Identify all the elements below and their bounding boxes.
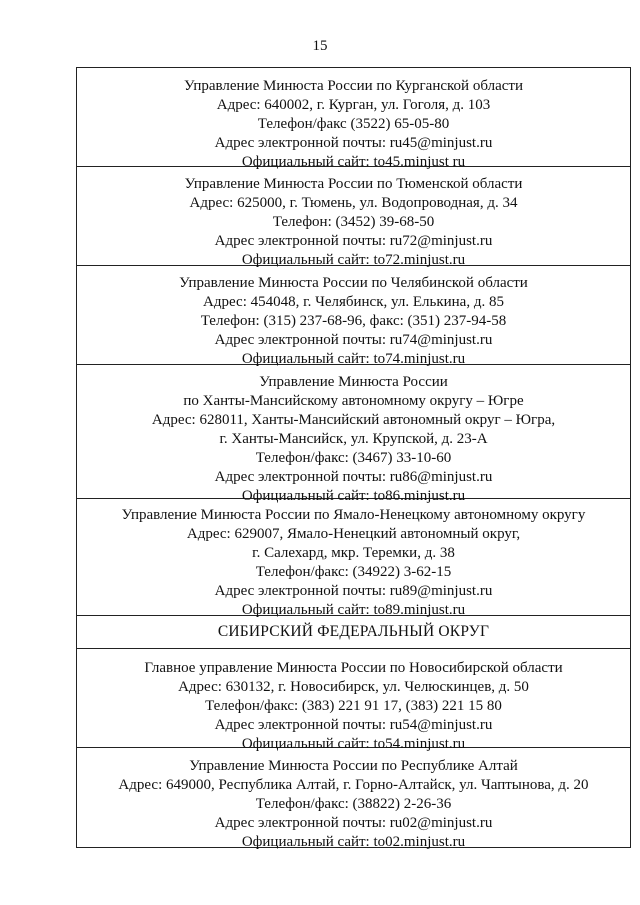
entry-website: Официальный сайт: to02.minjust.ru xyxy=(241,834,466,850)
entry-website: Официальный сайт: to54.minjust.ru xyxy=(241,736,466,752)
entry-address-continued: г. Салехард, мкр. Теремки, д. 38 xyxy=(252,545,455,561)
entry-website: Официальный сайт: to86.minjust.ru xyxy=(241,488,466,504)
entry-title: Управление Минюста России по Курганской области xyxy=(184,78,523,94)
entry-address: Адрес: 649000, Республика Алтай, г. Горно-Алтайск, ул. Чаптынова, д. 20 xyxy=(118,777,589,793)
entry-website: Официальный сайт: to72.minjust.ru xyxy=(241,252,466,268)
entry-email: Адрес электронной почты: ru89@minjust.ru xyxy=(214,583,493,599)
entry-title: Управление Минюста России xyxy=(259,374,448,390)
entry-email: Адрес электронной почты: ru45@minjust.ru xyxy=(214,135,493,151)
entry-email: Адрес электронной почты: ru72@minjust.ru xyxy=(214,233,493,249)
entry-subtitle: по Ханты-Мансийскому автономному округу – Югре xyxy=(183,393,524,409)
entry-phone: Телефон/факс (3522) 65-05-80 xyxy=(257,116,450,132)
entry-phone: Телефон/факс: (383) 221 91 17, (383) 221 15 80 xyxy=(205,698,502,714)
entry-address-continued: г. Ханты-Мансийск, ул. Крупской, д. 23-А xyxy=(219,431,488,447)
entry-address: Адрес: 640002, г. Курган, ул. Гоголя, д. 103 xyxy=(216,97,491,113)
entry-address: Адрес: 628011, Ханты-Мансийский автономный округ – Югра, xyxy=(151,412,556,428)
entry-altai-republic xyxy=(77,748,630,850)
entry-title: Управление Минюста России по Тюменской области xyxy=(184,176,523,192)
region-header: СИБИРСКИЙ ФЕДЕРАЛЬНЫЙ ОКРУГ xyxy=(77,616,630,649)
entry-kurgan xyxy=(77,68,630,170)
entry-website: Официальный сайт: to89.minjust.ru xyxy=(241,602,466,618)
entry-chelyabinsk xyxy=(77,266,630,365)
directory-table xyxy=(76,67,631,848)
entry-title: Управление Минюста России по Челябинской области xyxy=(179,275,528,291)
entry-title: Управление Минюста России по Республике Алтай xyxy=(189,758,518,774)
entry-novosibirsk xyxy=(77,649,630,752)
entry-website: Официальный сайт: to74.minjust.ru xyxy=(241,351,466,367)
entry-title: Управление Минюста России по Ямало-Ненецкому автономному округу xyxy=(121,507,586,523)
entry-phone: Телефон: (315) 237-68-96, факс: (351) 237-94-58 xyxy=(200,313,507,329)
entry-title: Главное управление Минюста России по Новосибирской области xyxy=(144,660,563,676)
entry-address: Адрес: 629007, Ямало-Ненецкий автономный округ, xyxy=(186,526,521,542)
entry-phone: Телефон/факс: (34922) 3-62-15 xyxy=(255,564,452,580)
entry-address: Адрес: 625000, г. Тюмень, ул. Водопроводная, д. 34 xyxy=(189,195,518,211)
entry-address: Адрес: 630132, г. Новосибирск, ул. Челюскинцев, д. 50 xyxy=(178,679,529,695)
entry-phone: Телефон: (3452) 39-68-50 xyxy=(272,214,435,230)
entry-khanty-mansiysk xyxy=(77,365,630,504)
entry-email: Адрес электронной почты: ru86@minjust.ru xyxy=(214,469,493,485)
entry-email: Адрес электронной почты: ru74@minjust.ru xyxy=(214,332,493,348)
entry-email: Адрес электронной почты: ru54@minjust.ru xyxy=(214,717,493,733)
entry-phone: Телефон/факс: (3467) 33-10-60 xyxy=(255,450,452,466)
page-number: 15 xyxy=(312,38,328,54)
entry-tyumen xyxy=(77,167,630,266)
entry-address: Адрес: 454048, г. Челябинск, ул. Елькина, д. 85 xyxy=(203,294,504,310)
entry-phone: Телефон/факс: (38822) 2-26-36 xyxy=(255,796,452,812)
entry-email: Адрес электронной почты: ru02@minjust.ru xyxy=(214,815,493,831)
entry-yamalo-nenets xyxy=(77,499,630,616)
entry-website: Официальный сайт: to45.minjust ru xyxy=(241,154,466,170)
